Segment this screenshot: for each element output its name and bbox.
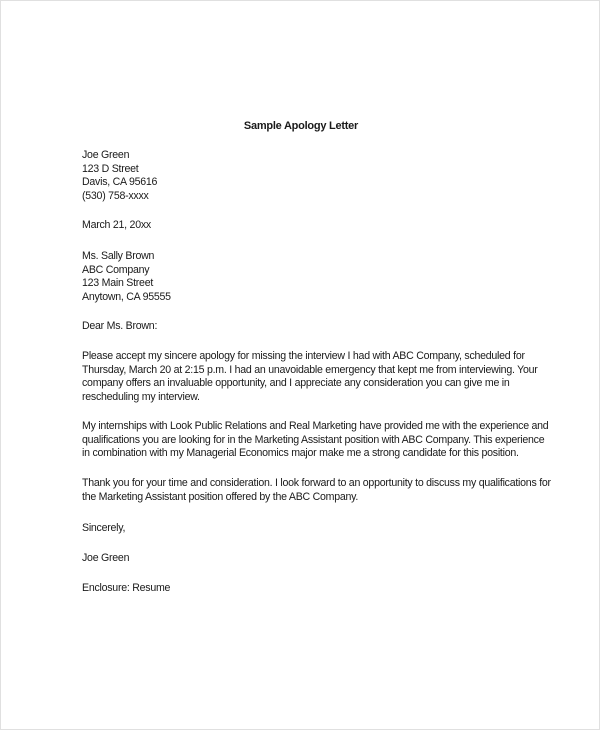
- recipient-city: Anytown, CA 95555: [82, 290, 171, 303]
- paragraph-line: qualifications you are looking for in the Marketing Assistant position with ABC Company. This experience: [82, 433, 545, 446]
- enclosure-note: Enclosure: Resume: [82, 582, 171, 594]
- salutation: Dear Ms. Brown:: [82, 320, 158, 332]
- paragraph-line: Thank you for your time and consideration. I look forward to an opportunity to discuss my qualifications for: [82, 477, 551, 489]
- paragraph-line: Please accept my sincere apology for missing the interview I had with ABC Company, scheduled for: [82, 350, 525, 362]
- body-paragraph-thanks: [82, 477, 551, 504]
- sender-name: Joe Green: [82, 149, 130, 161]
- sender-phone: (530) 758-xxxx: [82, 189, 149, 202]
- paragraph-line: Thursday, March 20 at 2:15 p.m. I had an unavoidable emergency that kept me from interviewing. Your: [82, 363, 538, 376]
- sender-address: [82, 149, 532, 203]
- paragraph-line: rescheduling my interview.: [82, 390, 200, 403]
- paragraph-line: in combination with my Managerial Economics major make me a strong candidate for this position.: [82, 447, 519, 460]
- recipient-company: ABC Company: [82, 263, 150, 276]
- body-paragraph-apology: [82, 350, 538, 404]
- sender-street: 123 D Street: [82, 162, 139, 175]
- paragraph-line: My internships with Look Public Relations and Real Marketing have provided me with the experience and: [82, 420, 549, 432]
- signature-name: Joe Green: [82, 552, 130, 564]
- letter-date: March 21, 20xx: [82, 219, 151, 231]
- recipient-name: Ms. Sally Brown: [82, 250, 155, 262]
- sender-city: Davis, CA 95616: [82, 176, 158, 189]
- paragraph-line: company offers an invaluable opportunity, and I appreciate any consideration you can give me in: [82, 377, 510, 390]
- paragraph-line: the Marketing Assistant position offered by the ABC Company.: [82, 490, 359, 503]
- body-paragraph-qualifications: [82, 420, 549, 461]
- recipient-address: [82, 250, 532, 304]
- recipient-street: 123 Main Street: [82, 277, 154, 290]
- closing: Sincerely,: [82, 522, 126, 534]
- document-title: Sample Apology Letter: [243, 120, 359, 132]
